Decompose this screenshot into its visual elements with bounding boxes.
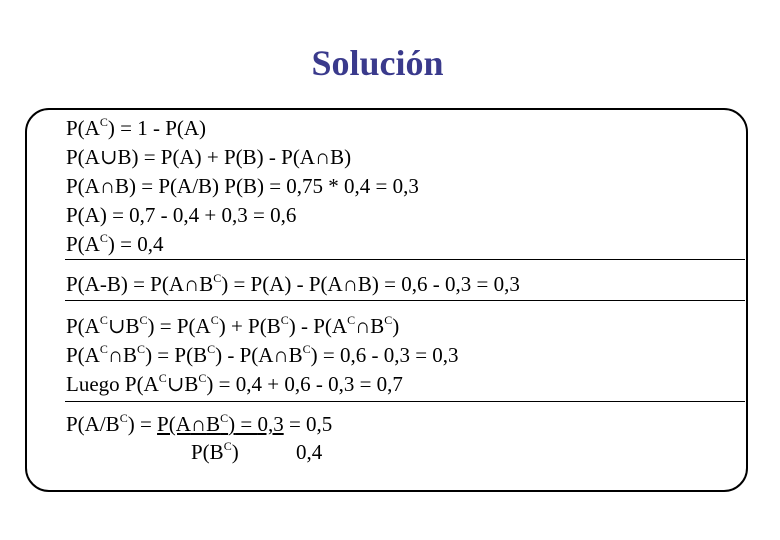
intersection-symbol: ∩ — [273, 343, 289, 367]
fraction-numerator: $P(A\cap B^C)$ — [157, 411, 236, 436]
union-symbol: ∪ — [107, 314, 126, 338]
equation-line: P(A∪B) = P(A) + P(B) - P(A∩B) — [66, 145, 352, 169]
equation-line: $P(A/B^C)$ = $P(A\cap B^C) = 0,3 = 0,5$ — [66, 411, 333, 436]
fraction-denominator: 0,4 — [296, 440, 323, 464]
intersection-symbol: ∩ — [184, 272, 200, 296]
intersection-symbol: ∩ — [342, 272, 358, 296]
union-symbol: ∪ — [99, 145, 118, 169]
equation-line: $P(A^C) = 1 - P(A)$ — [66, 115, 207, 140]
intersection-symbol: ∩ — [107, 343, 124, 367]
equation-line: $P(A^C) = 0,4$ — [66, 231, 164, 256]
page-title: Solución — [311, 43, 444, 83]
fraction-numerator: 0,3 — [257, 412, 284, 436]
intersection-symbol: ∩ — [190, 412, 207, 436]
equation-line: Luego $P(A^C\cup B^C) = 0,4 + 0,6 - 0,3 = 0,7$ — [66, 371, 403, 396]
equation-line: P(A∩B) = P(A/B) P(B) = 0,75 * 0,4 = 0,3 — [66, 174, 419, 198]
equation-line: $P(A-B) = P(A\cap B^C) = P(A)$ - P(A∩B) = 0,6 - 0,3 = 0,3 — [66, 271, 520, 296]
equation-line: P(A) = 0,7 - 0,4 + 0,3 = 0,6 — [66, 203, 297, 227]
intersection-symbol: ∩ — [355, 314, 371, 338]
section-divider — [65, 259, 745, 260]
intersection-symbol: ∩ — [314, 145, 331, 169]
section-divider — [65, 300, 745, 301]
section-divider — [65, 401, 745, 402]
equation-line: $P(A^C\cap B^C) = P(B^C)$ - $P(A\cap B^C) = 0,6 - 0,3 = 0,3$ — [66, 342, 459, 367]
fraction-denominator: $P(B^C)$ — [191, 439, 239, 464]
intersection-symbol: ∩ — [99, 174, 116, 198]
union-symbol: ∪ — [166, 372, 185, 396]
equation-line: $P(A^C\cup B^C) = P(A^C) + P(B^C)$ - $P(A^C\cap B^C)$ — [66, 313, 400, 338]
